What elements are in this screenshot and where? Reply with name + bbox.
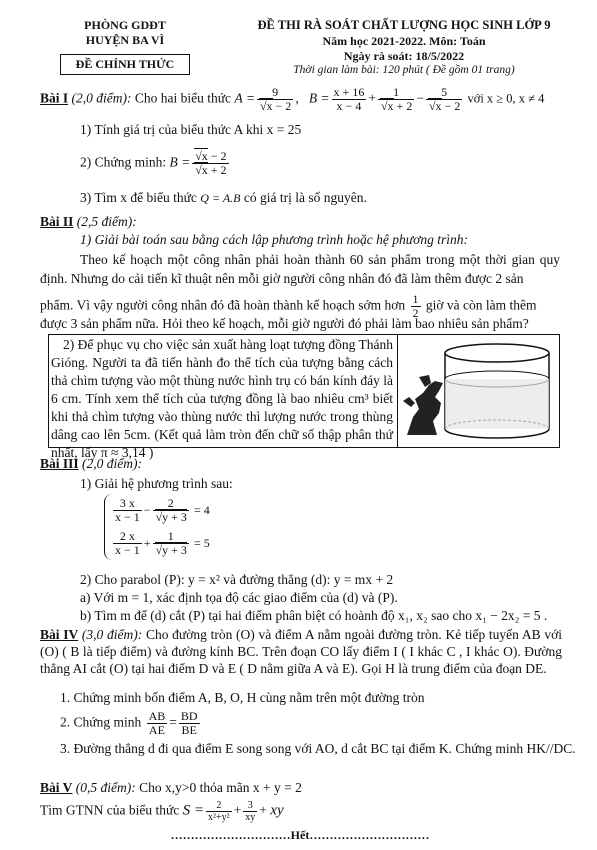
- department: [60, 18, 190, 48]
- bai5-q: Tìm GTNN của biểu thức: [40, 802, 183, 818]
- bai4-statement: [40, 626, 562, 677]
- bai2-p2b: giờ và còn làm thêm: [422, 297, 537, 313]
- bai2-p3: được 3 sản phẩm nữa. Hỏi theo kế hoạch, mỗi giờ người đó phải làm bao nhiêu sản phẩm?: [40, 316, 529, 331]
- bai3-q2a: a) Với m = 1, xác định tọa độ các giao điểm của (d) và (P).: [80, 590, 398, 605]
- bai2-points: (2,5 điểm):: [73, 214, 137, 229]
- fraction-proof: √ x − 2 √ x + 2: [192, 150, 228, 177]
- bai2-p1: Theo kế hoạch một công nhân phải hoàn thành 60 sản phẩm trong một thời gian quy định. Nhưng do cải tiến kĩ thuật nên mỗi giờ người công nhân đó đã làm thêm được 2 sản: [40, 252, 560, 286]
- bai4-text: Cho đường tròn (O) và điểm A nằm ngoài đường tròn. Kẻ tiếp tuyến AB với (O) ( B là tiếp điểm) và đường kính BC. Trên đoạn CO lấy điểm I ( I khác C , I khác O). Đường thẳng AI cắt (O) tại hai điểm D và E ( D nằm giữa A và E). Gọi H là trung điểm của đoạn DE.: [40, 627, 562, 676]
- fraction-bd-be: $\frac{BD}{BE}$: [180, 709, 198, 737]
- department-line1: PHÒNG GDĐT: [84, 18, 166, 32]
- fraction-b2: 1 √ x + 2: [378, 86, 414, 113]
- bai5-text: Cho x,y>0 thỏa mãn x + y = 2: [135, 780, 302, 795]
- expr-b: B =: [308, 90, 330, 106]
- bai5-points: (0,5 điểm):: [72, 780, 136, 795]
- bai2-p2a: phẩm. Vì vậy người công nhân đó đã hoàn thành kế hoạch sớm hơn: [40, 297, 409, 313]
- fraction-b1: $\frac{x + 16}{x - 4}$: [333, 85, 365, 113]
- bai3-q2: 2) Cho parabol (P): y = x² và đường thẳng (d): y = mx + 2: [80, 572, 394, 587]
- exam-title: ĐỀ THI RÀ SOÁT CHẤT LƯỢNG HỌC SINH LỚP 9: [257, 18, 551, 32]
- bai2-sub1: 1) Giải bài toán sau bằng cách lập phương trình hoặc hệ phương trình:: [80, 232, 468, 247]
- equation-1: $\frac{3 x}{x - 1}$ − 2 √ y + 3 = 4: [111, 494, 210, 527]
- bai1-q2: 2) Chứng minh: B = √ x − 2 √ x + 2: [80, 150, 231, 177]
- bai4-item2-label: 2. Chứng minh: [60, 714, 145, 730]
- expr-a: A =: [234, 90, 255, 106]
- bai3-title: Bài III: [40, 456, 79, 471]
- bai3-q1: 1) Giải hệ phương trình sau:: [80, 476, 233, 491]
- bai4-item2: 2. Chứng minh $\frac{AB}{AE}$ = $\frac{BD}{BE}$: [60, 709, 198, 737]
- statue-cylinder-figure: [399, 337, 557, 445]
- bai5-statement: [40, 780, 302, 796]
- end-marker: …………………………Hết…………………………: [170, 828, 430, 842]
- official-label: ĐỀ CHÍNH THỨC: [60, 54, 190, 75]
- fraction-a: 9 √ x − 2: [257, 86, 293, 113]
- fraction-ab-ae: $\frac{AB}{AE}$: [148, 709, 166, 737]
- bai1-intro: Cho hai biểu thức: [131, 90, 235, 106]
- bai1-points: (2,0 điểm):: [68, 90, 132, 106]
- school-year: Năm học 2021-2022. Môn: Toán: [322, 34, 486, 48]
- bai2-box: [48, 334, 560, 460]
- bai3-q2b: b) Tìm m để (d) cắt (P) tại hai điểm phân biệt có hoành độ x₁, x₂ sao cho x₁ − 2x₂ = 5 .: [80, 608, 548, 623]
- bai3-header: [40, 456, 142, 472]
- bai4-points: (3,0 điểm):: [78, 627, 143, 642]
- bai4-item3: 3. Đường thẳng d đi qua điểm E song song với AO, d cắt BC tại điểm K. Chứng minh HK//DC.: [60, 741, 576, 756]
- fraction-b3: 5 √ x − 2: [426, 86, 462, 113]
- bai1-q1: 1) Tính giá trị của biểu thức A khi x = 25: [80, 122, 302, 137]
- exam-date: Ngày rà soát: 18/5/2022: [343, 49, 465, 63]
- eq1-rhs: = 4: [193, 503, 210, 517]
- bai1-title: Bài I: [40, 90, 69, 106]
- bai1-q3: [80, 190, 367, 206]
- bai1-q3b: có giá trị là số nguyên.: [240, 190, 367, 205]
- bai2-header: [40, 214, 137, 230]
- bai4-title: Bài IV: [40, 627, 79, 642]
- bai1-q2-label: 2) Chứng minh:: [80, 154, 170, 170]
- bai2-title: Bài II: [40, 214, 74, 229]
- equation-system: [104, 494, 210, 560]
- bai5-question: Tìm GTNN của biểu thức S = $\frac{2}{\text{x²+y²}}$ + $\frac{3}{xy}$ + xy: [40, 800, 284, 823]
- eq2-rhs: = 5: [193, 536, 210, 550]
- bai4-item1: 1. Chứng minh bốn điểm A, B, O, H cùng nằm trên một đường tròn: [60, 690, 425, 705]
- duration: Thời gian làm bài: 120 phút ( Đề gồm 01 trang): [293, 64, 515, 76]
- bai3-points: (2,0 điểm):: [78, 456, 143, 471]
- bai2-box-text: 2) Để phục vụ cho việc sản xuất hàng loạt tượng đồng Thánh Gióng. Người ta đã tiến hành đo thể tích của tượng bằng cách thả chìm tượng vào một thùng nước hình trụ có bán kính đáy là 6 cm. Tính xem thể tích của tượng đồng là bao nhiêu cm³ biết khi thả chìm tượng vào thùng nước thì lượng nước trong thùng dâng cao lên 5cm. (Kết quả làm tròn đến chữ số thập phân thứ nhất, lấy π ≈ 3,14 ): [51, 337, 393, 460]
- department-line2: HUYỆN BA VÌ: [85, 33, 165, 47]
- equation-2: $\frac{2 x}{x - 1}$ + 1 √ y + 3 = 5: [111, 527, 210, 560]
- bai1-q3-expr: Q = A.B: [200, 191, 241, 205]
- fraction-half: $\frac{1}{2}$: [412, 292, 419, 320]
- bai1-condition: với x ≥ 0, x ≠ 4: [464, 91, 545, 106]
- bai1-statement: Bài I (2,0 điểm): Cho hai biểu thức A = 9 √ x − 2 , B = $\frac{x + 16}{x - 4}$ + 1 √ x + 2 − 5 √ x − 2 với x ≥ 0, x ≠ 4: [40, 86, 544, 113]
- bai5-title: Bài V: [40, 780, 73, 795]
- bai1-q3a: 3) Tìm x để biểu thức: [80, 190, 201, 205]
